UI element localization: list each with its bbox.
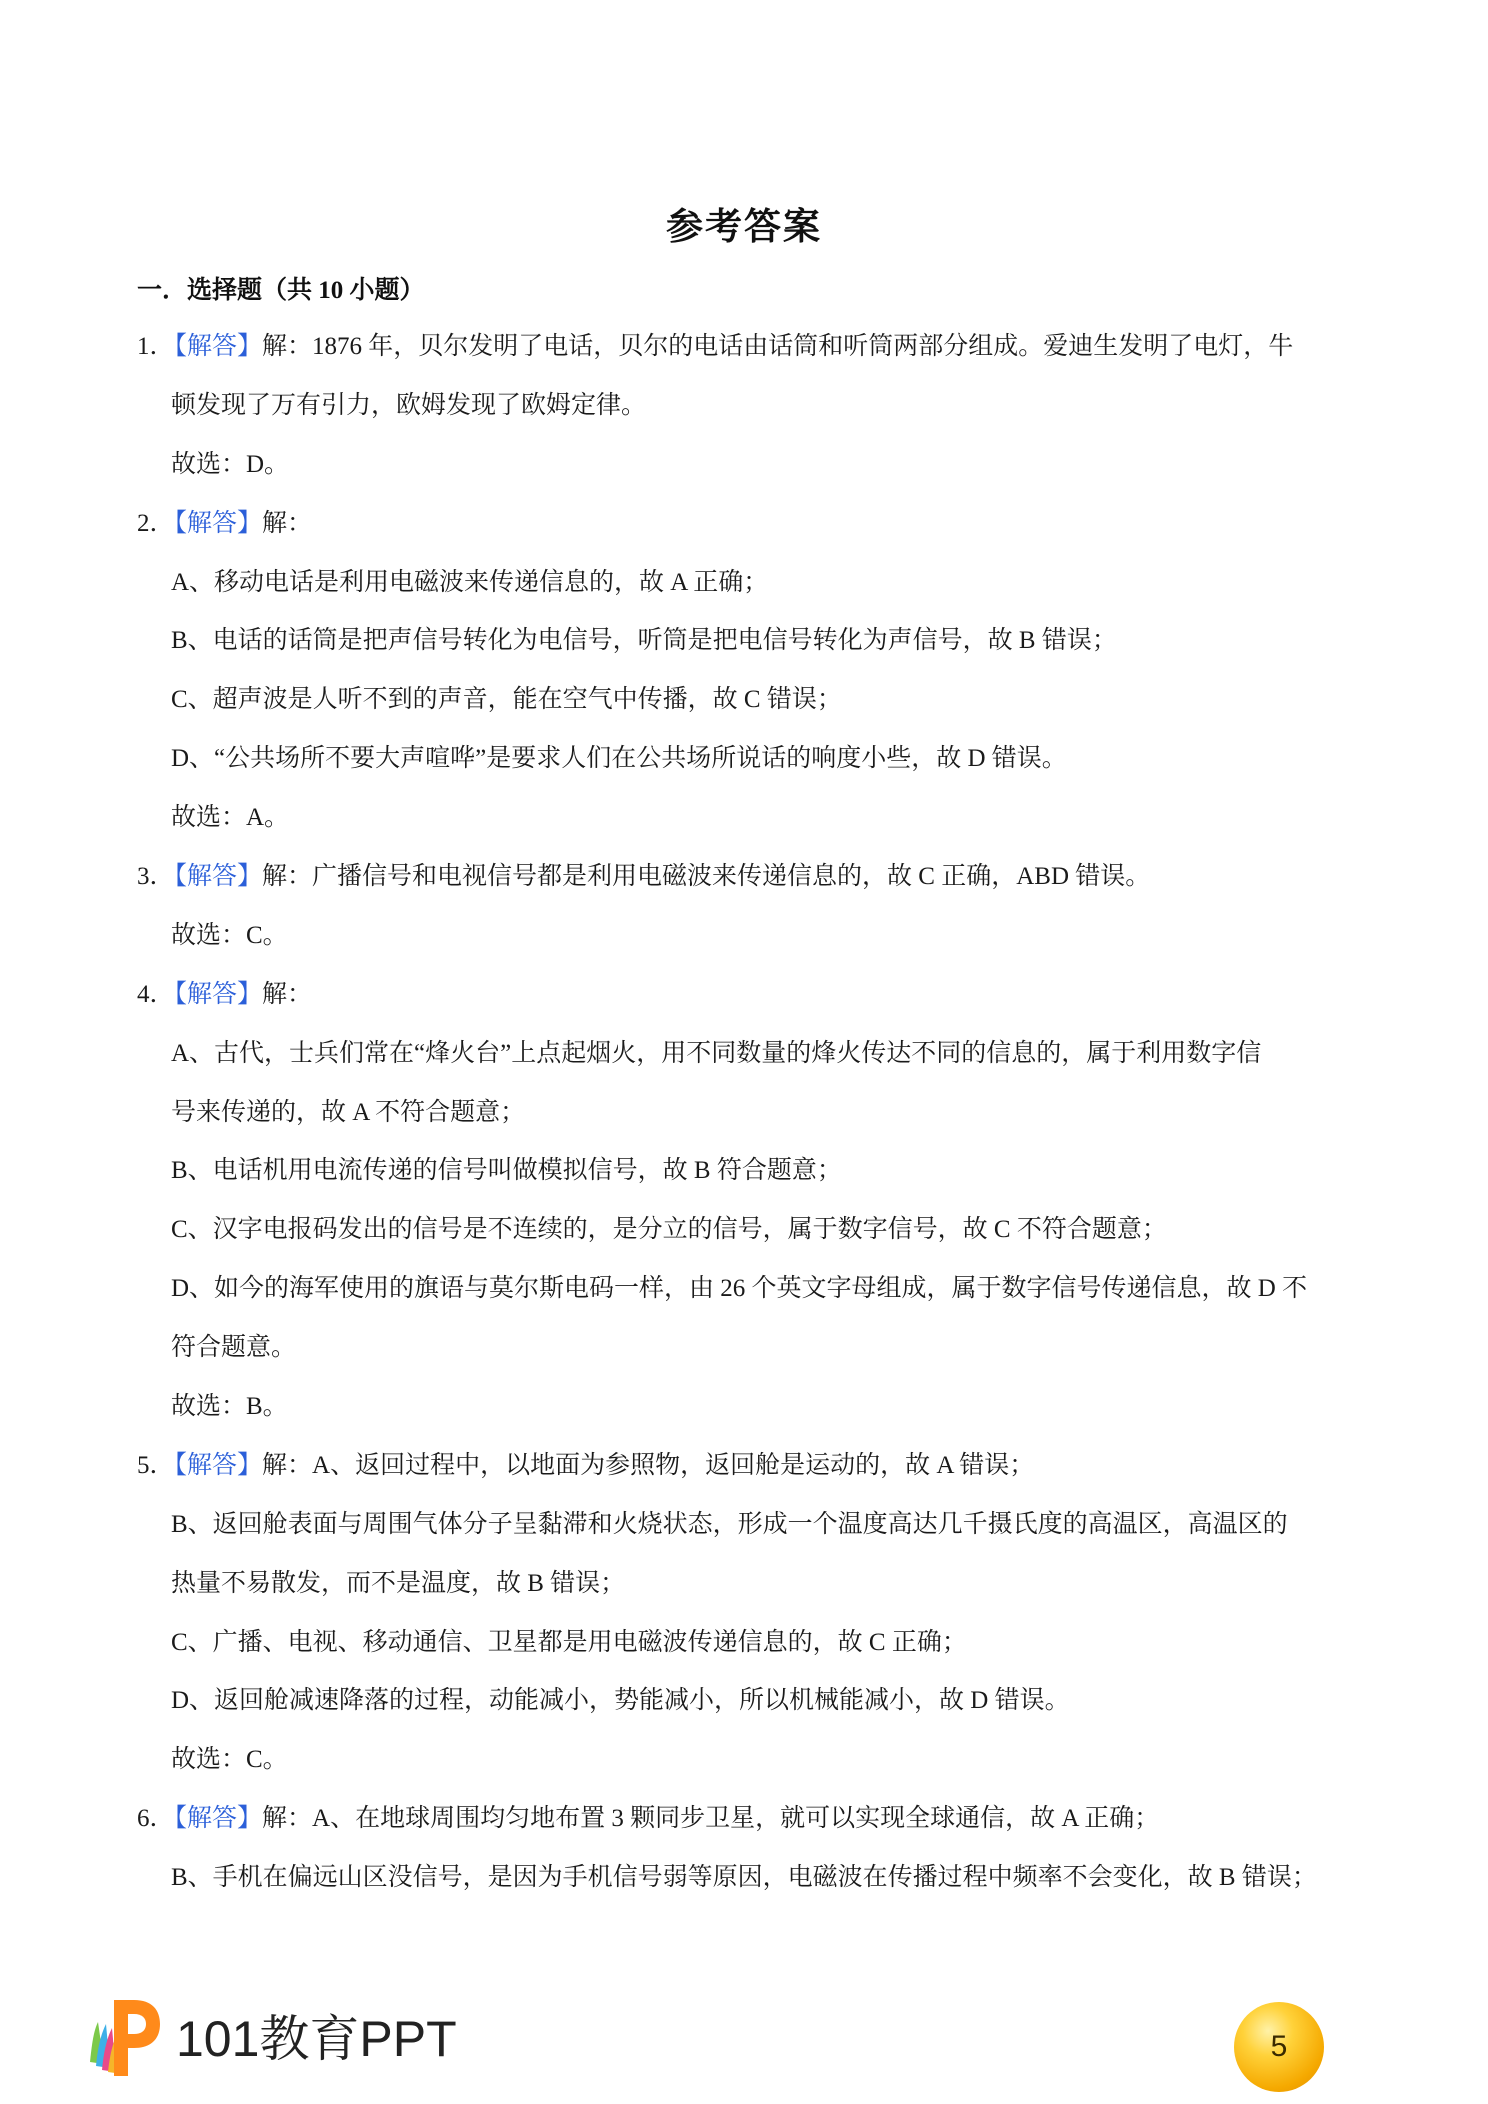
answer-tag: 【解答】 <box>174 509 263 537</box>
answer-body <box>137 318 1367 1908</box>
answer-line <box>137 1025 1367 1084</box>
answer-text: 顿发现了万有引力，欧姆发现了欧姆定律。 <box>171 391 647 419</box>
footer-logo <box>82 1990 457 2080</box>
answer-line <box>137 848 1367 907</box>
answer-text: B、手机在偏远山区没信号，是因为手机信号弱等原因，电磁波在传播过程中频率不会变化，故 B 错误； <box>171 1864 1317 1892</box>
answer-line <box>137 1378 1367 1437</box>
page-number-badge: 5 <box>1234 2002 1324 2092</box>
page-title: 参考答案 <box>666 207 822 248</box>
answer-text: 故选：A。 <box>171 804 290 832</box>
answer-text: 解：A、返回过程中，以地面为参照物，返回舱是运动的，故 A 错误； <box>262 1451 1035 1479</box>
answer-line <box>137 671 1367 730</box>
answer-text: 解：1876 年，贝尔发明了电话，贝尔的电话由话筒和听筒两部分组成。爱迪生发明了电灯，牛 <box>262 333 1294 360</box>
answer-tag: 【解答】 <box>174 1805 263 1833</box>
answer-text: A、移动电话是利用电磁波来传递信息的，故 A 正确； <box>171 568 769 596</box>
answer-line <box>137 1201 1367 1260</box>
answer-text: 解：A、在地球周围均匀地布置 3 颗同步卫星，就可以实现全球通信，故 A 正确； <box>262 1805 1160 1833</box>
answer-text: 故选：B。 <box>171 1393 288 1421</box>
answer-line <box>137 554 1367 613</box>
answer-line <box>137 1849 1367 1908</box>
answer-line <box>137 789 1367 848</box>
answer-line <box>137 377 1367 436</box>
question-number: 1． <box>137 333 175 360</box>
question-number: 2． <box>137 509 175 537</box>
answer-line <box>137 1142 1367 1201</box>
answer-line <box>137 1319 1367 1378</box>
answer-text: C、广播、电视、移动通信、卫星都是用电磁波传递信息的，故 C 正确； <box>171 1628 967 1656</box>
answer-text: 解： <box>262 509 313 537</box>
answer-text: 符合题意。 <box>171 1334 297 1362</box>
answer-text: C、超声波是人听不到的声音，能在空气中传播，故 C 错误； <box>171 686 842 714</box>
answer-line <box>137 1260 1367 1319</box>
answer-tag: 【解答】 <box>174 1451 263 1479</box>
answer-text: 故选：C。 <box>171 1746 288 1774</box>
question-number: 5． <box>137 1451 175 1479</box>
answer-line <box>137 1437 1367 1496</box>
answer-text: 解： <box>262 980 313 1008</box>
answer-line <box>137 1731 1367 1790</box>
answer-tag: 【解答】 <box>174 980 263 1008</box>
answer-line <box>137 1614 1367 1673</box>
answer-line <box>137 907 1367 966</box>
answer-line <box>137 495 1367 554</box>
answer-line <box>137 612 1367 671</box>
answer-line <box>137 1672 1367 1731</box>
answer-text: 号来传递的，故 A 不符合题意； <box>171 1098 526 1126</box>
answer-line <box>137 1084 1367 1143</box>
answer-line <box>137 966 1367 1025</box>
question-number: 6． <box>137 1805 175 1833</box>
answer-line <box>137 1790 1367 1849</box>
answer-line <box>137 1555 1367 1614</box>
answer-line <box>137 1496 1367 1555</box>
logo-text: 101教育PPT <box>176 2011 457 2067</box>
answer-text: C、汉字电报码发出的信号是不连续的，是分立的信号，属于数字信号，故 C 不符合题意； <box>171 1216 1167 1244</box>
question-number: 3． <box>137 863 175 891</box>
answer-text: 解：广播信号和电视信号都是利用电磁波来传递信息的，故 C 正确，ABD 错误。 <box>262 863 1151 891</box>
answer-tag: 【解答】 <box>174 333 263 360</box>
answer-text: B、电话机用电流传递的信号叫做模拟信号，故 B 符合题意； <box>171 1157 842 1185</box>
section-heading: 一．选择题（共 10 小题） <box>137 277 425 304</box>
answer-text: D、“公共场所不要大声喧哗”是要求人们在公共场所说话的响度小些，故 D 错误。 <box>171 745 1067 773</box>
logo-icon <box>82 1992 162 2078</box>
answer-tag: 【解答】 <box>174 863 263 891</box>
answer-text: B、电话的话筒是把声信号转化为电信号，听筒是把电信号转化为声信号，故 B 错误； <box>171 627 1117 655</box>
answer-text: B、返回舱表面与周围气体分子呈黏滞和火烧状态，形成一个温度高达几千摄氏度的高温区，高温区的 <box>171 1510 1288 1538</box>
answer-line <box>137 730 1367 789</box>
question-number: 4． <box>137 980 175 1008</box>
answer-text: 故选：C。 <box>171 921 288 949</box>
answer-text: A、古代，士兵们常在“烽火台”上点起烟火，用不同数量的烽火传达不同的信息的，属于利用数字信 <box>171 1039 1262 1067</box>
answer-text: D、如今的海军使用的旗语与莫尔斯电码一样，由 26 个英文字母组成，属于数字信号传递信息，故 D 不 <box>171 1275 1308 1303</box>
answer-line <box>137 318 1367 377</box>
answer-text: 故选：D。 <box>171 450 290 478</box>
answer-line <box>137 436 1367 495</box>
answer-text: 热量不易散发，而不是温度，故 B 错误； <box>171 1569 626 1597</box>
answer-text: D、返回舱减速降落的过程，动能减小，势能减小，所以机械能减小，故 D 错误。 <box>171 1687 1070 1715</box>
